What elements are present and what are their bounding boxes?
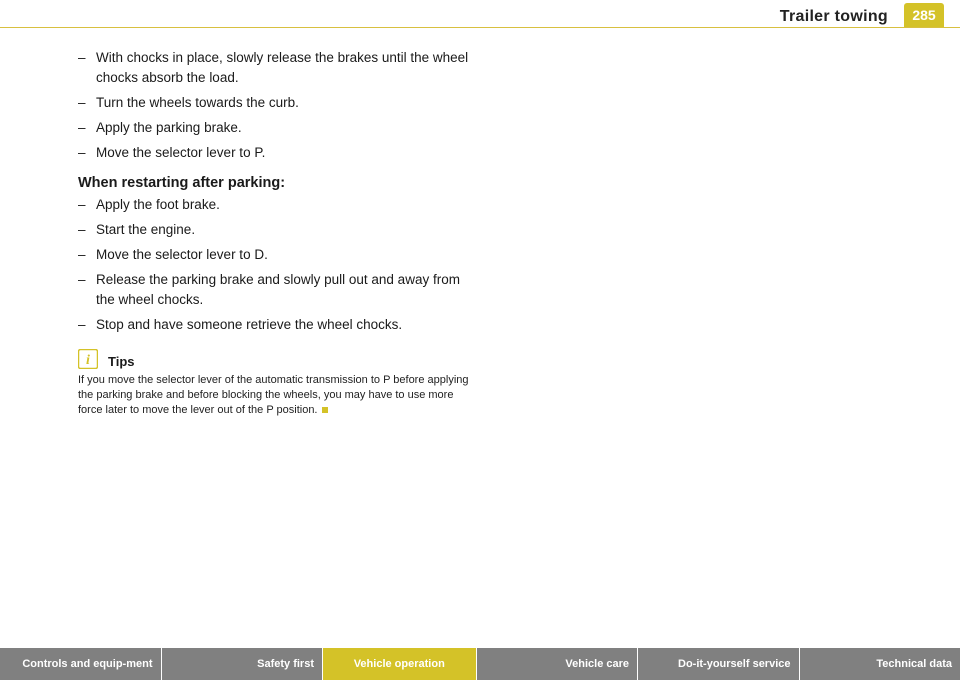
page-number-badge: 285 (904, 3, 944, 27)
nav-tab-safety[interactable]: Safety first (161, 648, 323, 680)
info-icon (78, 349, 98, 369)
svg-text:i: i (86, 353, 90, 368)
header-divider (0, 27, 960, 28)
nav-tab-diy-service[interactable]: Do-it-yourself service (637, 648, 799, 680)
list-item: – Stop and have someone retrieve the wheel chocks. (78, 317, 403, 332)
tips-title: Tips (108, 353, 135, 369)
list-item: – Apply the parking brake. (78, 120, 242, 135)
page-header (0, 0, 960, 30)
list-item: – With chocks in place, slowly release the brakes until the wheel chocks absorb the load. (78, 50, 469, 85)
nav-tab-controls[interactable]: Controls and equip-ment (0, 648, 161, 680)
end-marker-icon (322, 407, 328, 413)
list-item: – Move the selector lever to P. (78, 145, 266, 160)
list-item: – Release the parking brake and slowly pull out and away from the wheel chocks. (78, 272, 460, 307)
section-heading: When restarting after parking: (78, 175, 286, 191)
tips-box (78, 349, 476, 418)
footer-navigation (0, 648, 960, 680)
list-item: – Turn the wheels towards the curb. (78, 95, 299, 110)
nav-tab-vehicle-operation[interactable]: Vehicle operation (322, 648, 476, 680)
list-item: – Start the engine. (78, 222, 196, 237)
list-item: – Apply the foot brake. (78, 197, 220, 212)
nav-tab-vehicle-care[interactable]: Vehicle care (476, 648, 638, 680)
page-title: Trailer towing (779, 8, 888, 25)
list-item: – Move the selector lever to D. (78, 247, 268, 262)
tips-text: If you move the selector lever of the automatic transmission to P before applying the parking brake and before blocking the wheels, you may have to use more force later to move the lever out of the P position. (78, 374, 469, 416)
main-content (78, 48, 476, 418)
nav-tab-technical-data[interactable]: Technical data (799, 648, 960, 680)
